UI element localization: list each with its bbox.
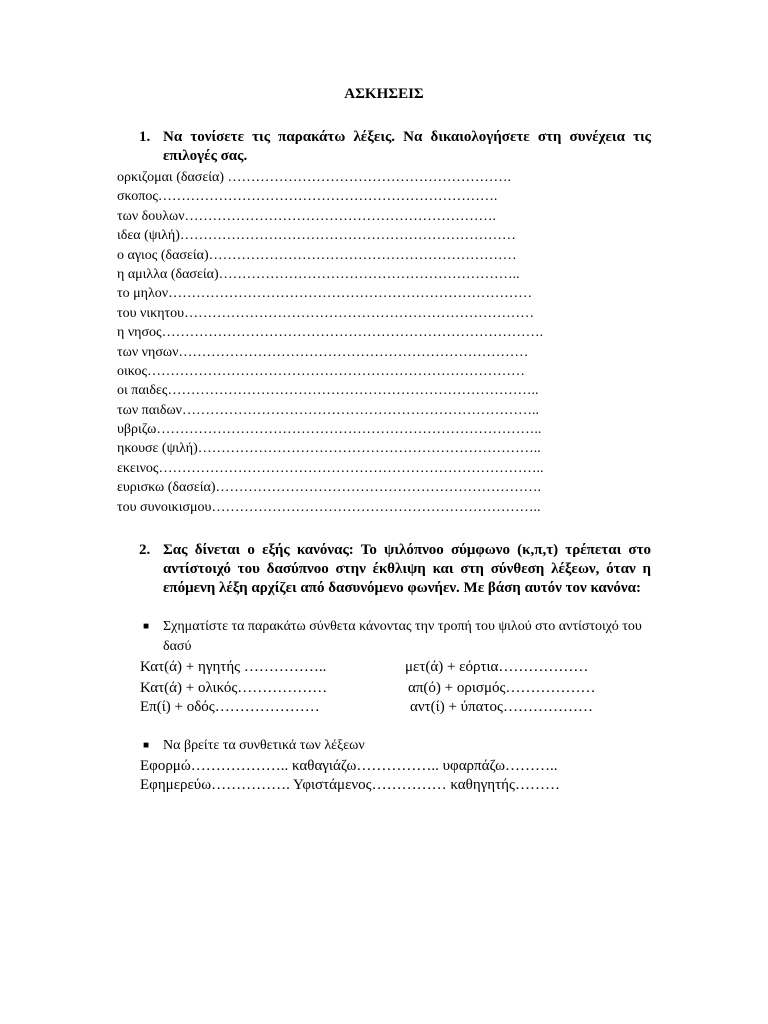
list-item: το μηλον…………………………………………………………………… [117, 286, 533, 302]
compound-left-1: Κατ(ά) + ηγητής …………….. [140, 659, 327, 675]
list-item: των νησων………………………………………………………………… [117, 344, 529, 360]
list-item: η νησος………………………………………………………………………. [117, 325, 544, 341]
bullet-1 [143, 617, 653, 657]
question-2-text: Σας δίνεται ο εξής κανόνας: Το ψιλόπνοο σύμφωνο (κ,π,τ) τρέπεται στο αντίστοιχό του δασύπνοο στην έκθλιψη και στη σύνθεση λέξεων, όταν η επόμενη λέξη αρχίζει από δασυνόμενο φωνήεν. Με βάση αυτόν τον κανόνα: [163, 542, 651, 596]
question-1-text: Να τονίσετε τις παρακάτω λέξεις. Να δικαιολογήσετε στη συνέχεια τις επιλογές σας. [163, 129, 651, 164]
bullet-2-text: Να βρείτε τα συνθετικά των λέξεων [163, 738, 365, 753]
list-item: οικος……………………………………………………………………… [117, 363, 526, 379]
find-line-2: Εφημερεύω……………. Υφιστάμενος…………… καθηγητής……… [140, 777, 560, 793]
compound-left-2: Κατ(ά) + ολικός……………… [140, 680, 328, 696]
list-item: του νικητου………………………………………………………………… [117, 305, 535, 321]
question-2 [139, 541, 651, 598]
list-item: ηκουσε (ψιλή)……………………………………………………………….. [117, 441, 541, 457]
list-item: ορκιζομαι (δασεία) ……………………………………………………. [117, 170, 511, 185]
list-item: οι παιδες…………………………………………………………………….. [117, 383, 539, 399]
list-item: του συνοικισμου…………………………………………………………….. [117, 499, 541, 515]
list-item: των παιδων………………………………………………………………….. [117, 402, 539, 418]
list-item: η αμιλλα (δασεία)……………………………………………………….. [117, 266, 520, 282]
square-bullet-icon: ■ [143, 740, 150, 751]
list-item: υβριζω……………………………………………………………………….. [117, 422, 542, 438]
list-item: σκοπος………………………………………………………………. [117, 189, 498, 205]
word-list [117, 168, 657, 517]
compound-right-1: μετ(ά) + εόρτια……………… [405, 659, 589, 675]
list-item: ιδεα (ψιλή)……………………………………………………………… [117, 228, 516, 244]
list-item: ευρισκω (δασεία)……………………………………………………………. [117, 480, 542, 496]
list-item: εκεινος……………………………………………………………………….. [117, 460, 544, 476]
find-line-1: Εφορμώ……………….. καθαγιάζω…………….. υφαρπάζω……….. [140, 758, 558, 774]
compound-right-3: αντ(ί) + ύπατος……………… [410, 699, 593, 715]
question-1-number: 1. [139, 129, 151, 145]
list-item: των δουλων…………………………………………………………. [117, 208, 497, 224]
compound-right-2: απ(ό) + ορισμός……………… [408, 680, 596, 696]
compound-left-3: Επ(ί) + οδός………………… [140, 699, 320, 715]
page-title: ΑΣΚΗΣΕΙΣ [344, 86, 424, 102]
square-bullet-icon: ■ [143, 621, 150, 632]
bullet-2 [143, 736, 365, 756]
list-item: ο αγιος (δασεία)………………………………………………………… [117, 247, 517, 263]
bullet-1-text: Σχηματίστε τα παρακάτω σύνθετα κάνοντας την τροπή του ψιλού στο αντίστοιχό του δασύ [163, 619, 642, 654]
question-1 [139, 128, 651, 166]
question-2-number: 2. [139, 542, 151, 558]
